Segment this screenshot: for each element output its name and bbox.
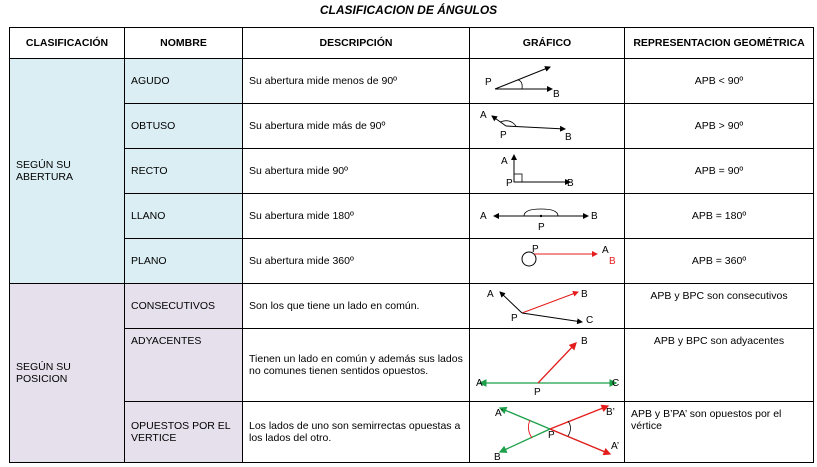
header-descripcion: DESCRIPCIÓN (243, 28, 470, 59)
row-descripcion: Su abertura mide menos de 90º (243, 59, 470, 104)
table-row (10, 239, 814, 284)
row-descripcion: Son los que tiene un lado en común. (243, 284, 470, 329)
page-title: CLASIFICACION DE ÁNGULOS (319, 3, 498, 17)
label-c: C (612, 378, 620, 389)
table-row (10, 149, 814, 194)
row-nombre: OBTUSO (125, 104, 243, 149)
label-a2: A’ (611, 441, 620, 452)
row-nombre: CONSECUTIVOS (125, 284, 243, 329)
row-nombre: RECTO (125, 149, 243, 194)
label-b2: B’ (606, 407, 615, 418)
label-p: P (511, 313, 518, 324)
header-nombre: NOMBRE (125, 28, 243, 59)
label-p: P (534, 387, 541, 398)
graph-agudo (470, 59, 625, 104)
angles-table (9, 27, 814, 463)
label-p: P (485, 77, 492, 88)
label-a: A (476, 378, 483, 389)
label-c: C (586, 315, 594, 326)
label-p: P (538, 222, 545, 233)
row-rep: APB = 360º (625, 239, 814, 284)
row-descripcion: Su abertura mide 90º (243, 149, 470, 194)
row-nombre: PLANO (125, 239, 243, 284)
table-row (10, 329, 814, 402)
row-rep: APB < 90º (625, 59, 814, 104)
label-b: B (553, 89, 560, 100)
row-rep: APB = 180º (625, 194, 814, 239)
row-rep: APB y BPC son consecutivos (625, 284, 814, 329)
graph-consecutivos (470, 284, 625, 329)
table-row (10, 402, 814, 463)
table-row (10, 284, 814, 329)
graph-plano (470, 239, 625, 284)
row-nombre: AGUDO (125, 59, 243, 104)
row-descripcion: Su abertura mide 360º (243, 239, 470, 284)
header-clasificacion: CLASIFICACIÓN (10, 28, 125, 59)
row-descripcion: Su abertura mide más de 90º (243, 104, 470, 149)
label-a: A’ (495, 408, 504, 419)
graph-opuestos (470, 402, 625, 463)
row-descripcion: Su abertura mide 180º (243, 194, 470, 239)
row-rep: APB y BPC son adyacentes (625, 329, 814, 402)
label-b: B (567, 178, 574, 189)
graph-llano (470, 194, 625, 239)
header-representacion: REPRESENTACION GEOMÉTRICA (625, 28, 814, 59)
row-descripcion: Los lados de uno son semirrectas opuestas a los lados del otro. (243, 402, 470, 463)
label-a: A (480, 110, 487, 121)
row-descripcion: Tienen un lado en común y además sus lados no comunes tienen sentidos opuestos. (243, 329, 470, 402)
label-p: P (500, 130, 507, 141)
label-p: P (548, 430, 555, 441)
graph-obtuso (470, 104, 625, 149)
label-p: P (506, 178, 513, 189)
table-row (10, 59, 814, 104)
label-a: A (480, 211, 487, 222)
table-row (10, 104, 814, 149)
row-rep: APB y B’PA’ son opuestos por el vértice (625, 402, 814, 463)
table-row (10, 194, 814, 239)
label-b: B (591, 211, 598, 222)
graph-adyacentes (470, 329, 625, 402)
group-posicion: SEGÚN SU POSICION (10, 284, 125, 463)
label-b: B (609, 256, 616, 267)
row-nombre: LLANO (125, 194, 243, 239)
label-a: A (501, 156, 508, 167)
label-p: P (532, 244, 539, 255)
label-b: B (581, 289, 588, 300)
group-abertura: SEGÚN SU ABERTURA (10, 59, 125, 284)
row-rep: APB > 90º (625, 104, 814, 149)
row-nombre: ADYACENTES (125, 329, 243, 402)
label-b: B (494, 452, 501, 462)
label-a: A (602, 245, 609, 256)
header-row (10, 28, 814, 59)
header-grafico: GRÁFICO (470, 28, 625, 59)
label-b: B (581, 336, 588, 347)
label-a: A (487, 289, 494, 300)
graph-recto (470, 149, 625, 194)
row-nombre: OPUESTOS POR EL VERTICE (125, 402, 243, 463)
row-rep: APB = 90º (625, 149, 814, 194)
label-b: B (565, 132, 572, 143)
